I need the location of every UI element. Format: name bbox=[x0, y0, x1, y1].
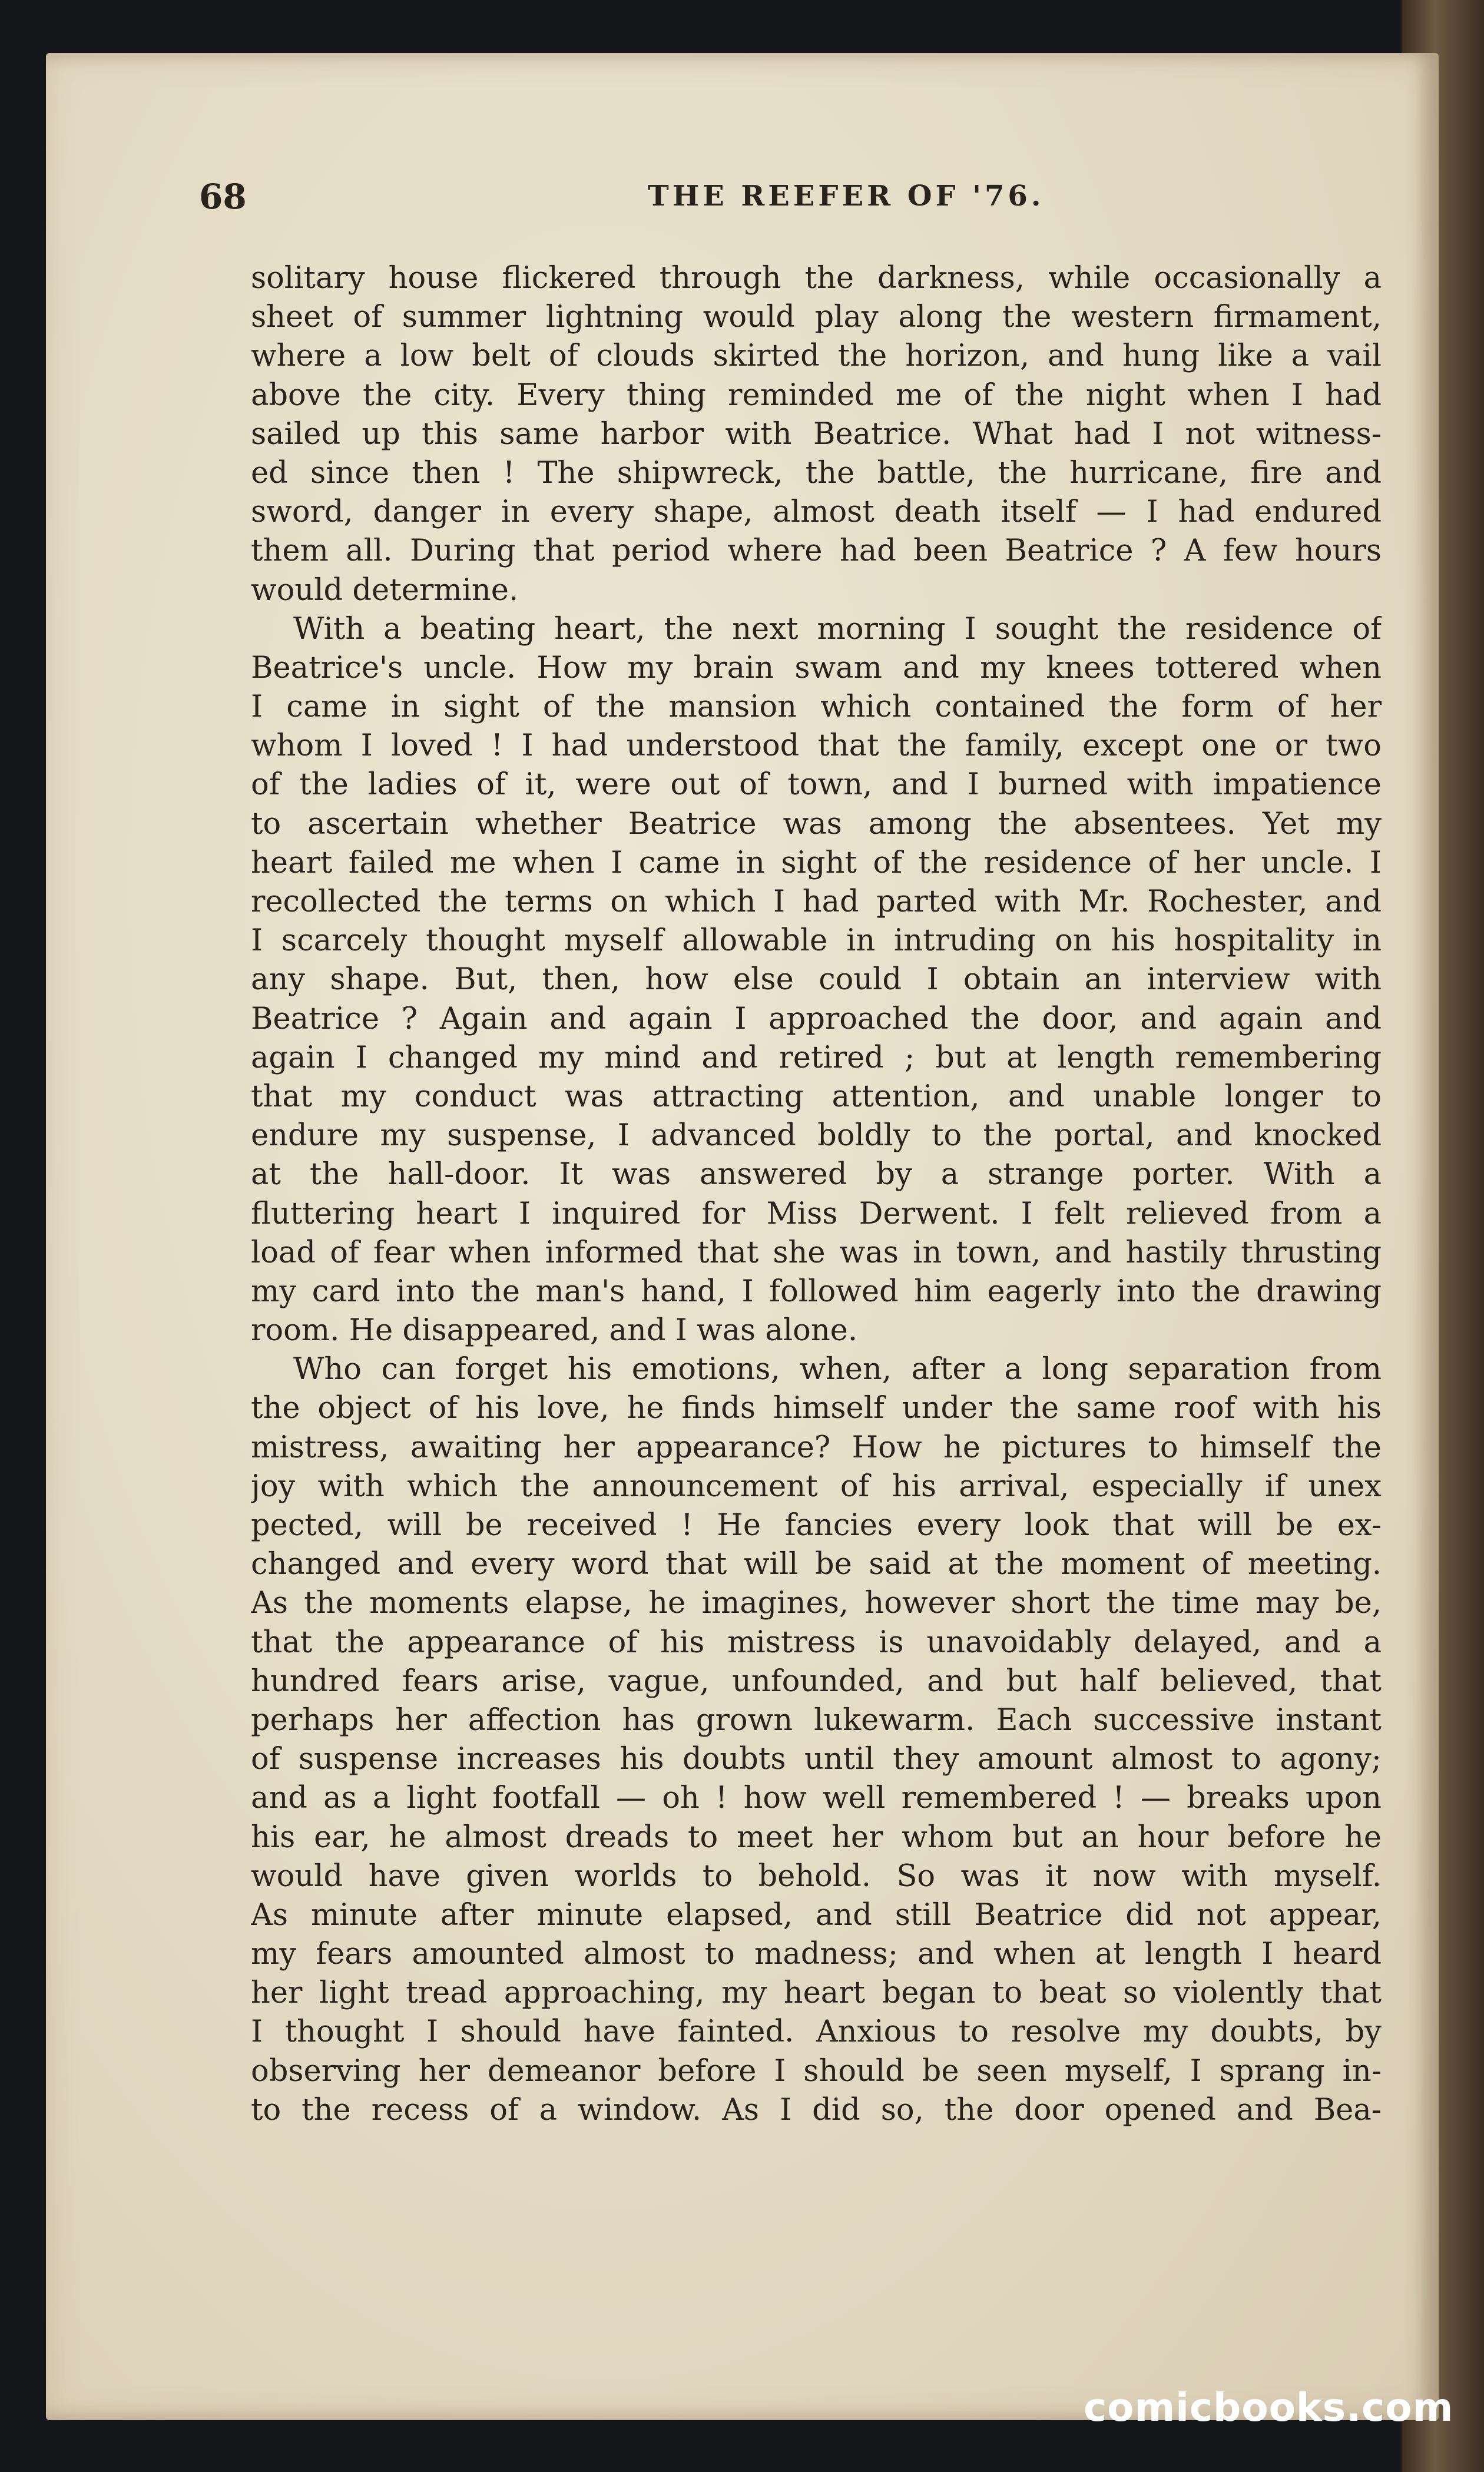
text-line: recollected the terms on which I had parted with Mr. Rochester, and bbox=[251, 884, 1382, 919]
text-line: joy with which the announcement of his arrival, especially if unex bbox=[251, 1469, 1382, 1504]
text-line: changed and every word that will be said at the moment of meeting. bbox=[251, 1547, 1382, 1582]
text-line: perhaps her affection has grown lukewarm. Each successive instant bbox=[251, 1702, 1382, 1738]
text-line: and as a light footfall — oh ! how well remembered ! — breaks upon bbox=[251, 1781, 1382, 1816]
text-line: ed since then ! The shipwreck, the battle, the hurricane, fire and bbox=[251, 455, 1382, 491]
paragraph-start-line: With a beating heart, the next morning I sought the residence of bbox=[293, 611, 1382, 647]
text-line: sheet of summer lightning would play along the western firmament, bbox=[251, 300, 1382, 335]
text-line: that my conduct was attracting attention, and unable longer to bbox=[251, 1079, 1382, 1114]
body-text bbox=[251, 259, 1382, 2130]
text-line: Beatrice's uncle. How my brain swam and my knees tottered when bbox=[251, 650, 1382, 685]
text-line: my card into the man's hand, I followed him eagerly into the drawing bbox=[251, 1274, 1382, 1309]
text-line: his ear, he almost dreads to meet her whom but an hour before he bbox=[251, 1820, 1382, 1855]
text-line: observing her demeanor before I should be seen myself, I sprang in- bbox=[251, 2053, 1382, 2089]
text-line: of the ladies of it, were out of town, and I burned with impatience bbox=[251, 767, 1382, 803]
text-line: at the hall-door. It was answered by a strange porter. With a bbox=[251, 1157, 1382, 1192]
text-line: my fears amounted almost to madness; and when at length I heard bbox=[251, 1937, 1382, 1972]
text-line: sword, danger in every shape, almost death itself — I had endured bbox=[251, 495, 1382, 530]
text-line: her light tread approaching, my heart began to beat so violently that bbox=[251, 1976, 1382, 2011]
text-line: pected, will be received ! He fancies every look that will be ex- bbox=[251, 1508, 1382, 1543]
text-line: above the city. Every thing reminded me of the night when I had bbox=[251, 377, 1382, 413]
text-line: As the moments elapse, he imagines, however short the time may be, bbox=[251, 1586, 1382, 1621]
text-line: again I changed my mind and retired ; but at length remembering bbox=[251, 1040, 1382, 1075]
text-line: fluttering heart I inquired for Miss Derwent. I felt relieved from a bbox=[251, 1196, 1382, 1231]
text-line: mistress, awaiting her appearance? How he pictures to himself the bbox=[251, 1430, 1382, 1465]
text-line: the object of his love, he finds himself under the same roof with his bbox=[251, 1391, 1382, 1426]
text-line: I thought I should have fainted. Anxious to resolve my doubts, by bbox=[251, 2014, 1382, 2050]
text-line: whom I loved ! I had understood that the family, except one or two bbox=[251, 728, 1382, 764]
text-line: I scarcely thought myself allowable in intruding on his hospitality in bbox=[251, 923, 1382, 959]
text-line: would have given worlds to behold. So was it now with myself. bbox=[251, 1858, 1382, 1894]
text-line: where a low belt of clouds skirted the horizon, and hung like a vail bbox=[251, 339, 1382, 374]
text-line: hundred fears arise, vague, unfounded, and but half believed, that bbox=[251, 1664, 1382, 1699]
text-line: heart failed me when I came in sight of the residence of her uncle. I bbox=[251, 845, 1382, 880]
text-line: room. He disappeared, and I was alone. bbox=[251, 1313, 858, 1348]
text-line: endure my suspense, I advanced boldly to the portal, and knocked bbox=[251, 1118, 1382, 1154]
running-head: THE REEFER OF '76. bbox=[648, 180, 1045, 213]
text-line: of suspense increases his doubts until they amount almost to agony; bbox=[251, 1742, 1382, 1777]
watermark: comicbooks.com bbox=[1084, 2385, 1454, 2430]
text-line: them all. During that period where had been Beatrice ? A few hours bbox=[251, 533, 1382, 569]
text-line: As minute after minute elapsed, and still Beatrice did not appear, bbox=[251, 1897, 1382, 1933]
page-number: 68 bbox=[199, 177, 247, 217]
text-line: to the recess of a window. As I did so, the door opened and Bea- bbox=[251, 2092, 1382, 2128]
text-line: sailed up this same harbor with Beatrice. What had I not witness- bbox=[251, 416, 1382, 452]
text-line: any shape. But, then, how else could I obtain an interview with bbox=[251, 962, 1382, 998]
text-line: I came in sight of the mansion which contained the form of her bbox=[251, 690, 1382, 725]
text-line: solitary house flickered through the darkness, while occasionally a bbox=[251, 261, 1382, 296]
text-line: load of fear when informed that she was in town, and hastily thrusting bbox=[251, 1235, 1382, 1270]
text-line: to ascertain whether Beatrice was among the absentees. Yet my bbox=[251, 806, 1382, 841]
text-line: Beatrice ? Again and again I approached the door, and again and bbox=[251, 1001, 1382, 1036]
text-line: that the appearance of his mistress is unavoidably delayed, and a bbox=[251, 1625, 1382, 1660]
paragraph-start-line: Who can forget his emotions, when, after a long separation from bbox=[293, 1352, 1382, 1387]
text-line: would determine. bbox=[251, 572, 519, 608]
